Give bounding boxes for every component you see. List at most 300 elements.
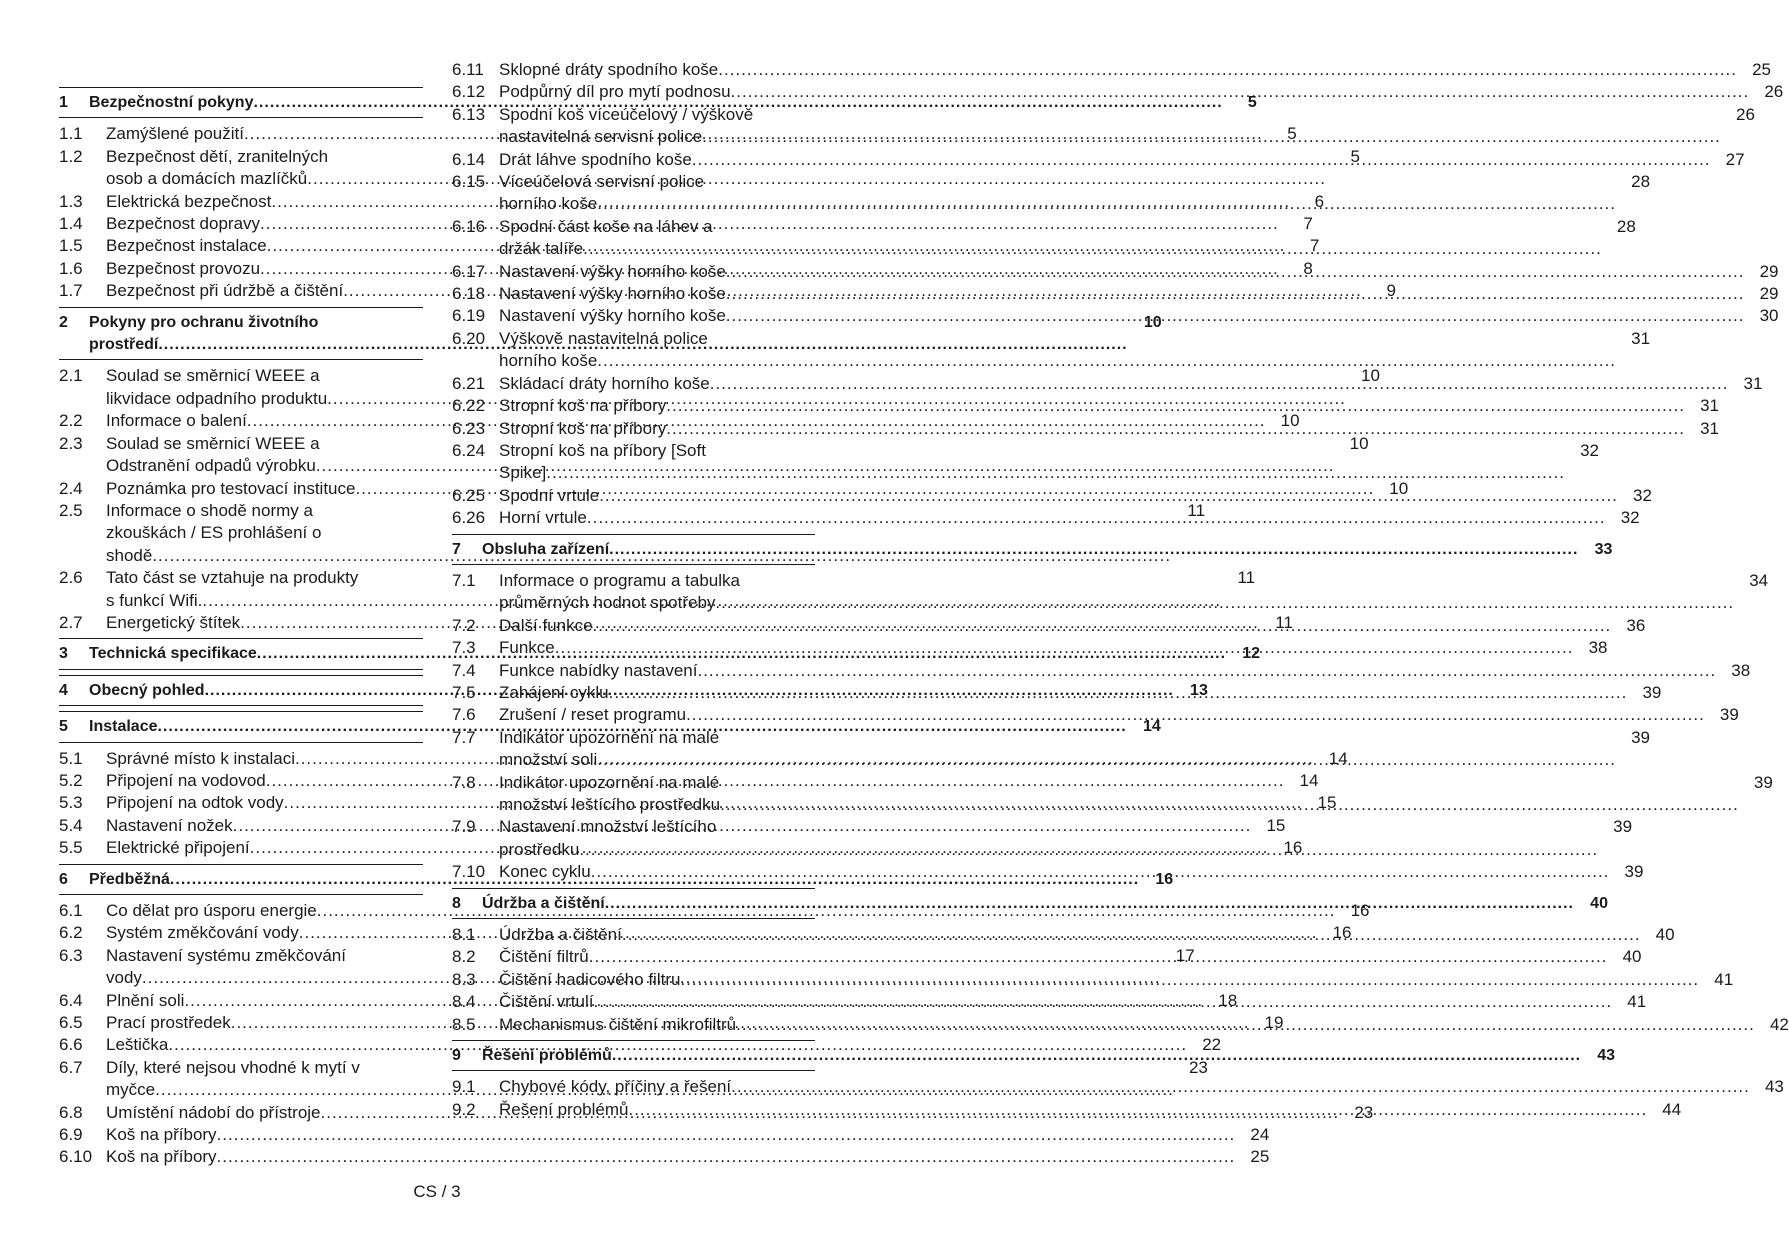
toc-title-line: Spodní část koše na láhev a bbox=[499, 216, 713, 236]
toc-number: 7.3 bbox=[452, 638, 476, 658]
dot-leader bbox=[605, 893, 1574, 915]
toc-number: 1 bbox=[59, 94, 68, 111]
toc-number: 8.5 bbox=[452, 1014, 476, 1034]
toc-entry[interactable] bbox=[452, 283, 1779, 305]
dot-leader bbox=[546, 462, 1565, 484]
toc-title-line: Řešení problémů bbox=[499, 1099, 629, 1119]
dot-leader bbox=[697, 660, 1716, 682]
toc-title-line: Spodní koš víceúčelový / výškově bbox=[499, 104, 754, 124]
toc-number: 2.1 bbox=[59, 366, 83, 386]
toc-page-number: 40 bbox=[1655, 925, 1675, 945]
page-footer: CS / 3 bbox=[413, 1182, 461, 1201]
toc-page-number: 5 bbox=[1287, 124, 1297, 144]
toc-page-number: 39 bbox=[1613, 817, 1633, 837]
toc-title-line: Bezpečnost dětí, zranitelných bbox=[106, 146, 329, 166]
toc-title-line: nastavitelná servisní police bbox=[499, 127, 703, 147]
toc-number: 6.12 bbox=[452, 82, 486, 102]
toc-page-number: 28 bbox=[1631, 172, 1651, 192]
toc-number: 6.19 bbox=[452, 306, 486, 326]
toc-title-line: osob a domácích mazlíčků bbox=[106, 169, 308, 189]
toc-title-line: Nastavení nožek bbox=[106, 815, 233, 835]
toc-entry[interactable] bbox=[452, 969, 1734, 991]
toc-title-line: prostředku bbox=[499, 839, 580, 859]
toc-number: 7.1 bbox=[452, 570, 476, 590]
dot-leader bbox=[736, 1014, 1755, 1036]
toc-title-line: Zrušení / reset programu bbox=[499, 705, 687, 725]
toc-title bbox=[499, 660, 1720, 682]
toc-number: 6.25 bbox=[452, 485, 486, 505]
toc-title-line: Předběžná bbox=[89, 870, 170, 888]
toc-number: 7.5 bbox=[452, 682, 476, 702]
toc-page-number: 25 bbox=[1250, 1147, 1270, 1167]
toc-title-line: Mechanismus čištění mikrofiltrů bbox=[499, 1014, 737, 1034]
toc-page-number: 12 bbox=[1242, 645, 1261, 663]
toc-title-line: horního koše bbox=[499, 194, 598, 214]
toc-title bbox=[499, 924, 1645, 946]
toc-page-number: 42 bbox=[1769, 1014, 1789, 1034]
toc-entry[interactable] bbox=[452, 660, 1751, 682]
dot-leader bbox=[686, 704, 1705, 726]
toc-title bbox=[499, 305, 1749, 327]
toc-title-line: Výškově nastavitelná police bbox=[499, 328, 708, 348]
toc-number: 8.1 bbox=[452, 925, 476, 945]
toc-title-line: Čištění vrtulí bbox=[499, 992, 594, 1012]
toc-title bbox=[499, 682, 1631, 704]
toc-number: 9.1 bbox=[452, 1077, 476, 1097]
toc-number: 2.3 bbox=[59, 433, 83, 453]
toc-title-line: Drát láhve spodního koše bbox=[499, 149, 692, 169]
toc-page-number: 15 bbox=[1266, 815, 1286, 835]
dot-leader bbox=[612, 1045, 1581, 1067]
toc-title bbox=[499, 946, 1611, 968]
toc-title-line: Obsluha zařízení bbox=[482, 540, 610, 558]
toc-title bbox=[106, 1124, 1239, 1146]
toc-page-number: 24 bbox=[1250, 1125, 1270, 1145]
toc-number: 5.5 bbox=[59, 838, 83, 858]
toc-page-number: 26 bbox=[1735, 104, 1755, 124]
toc-page-number: 10 bbox=[1349, 433, 1369, 453]
toc-title-line: Zahájení cyklu bbox=[499, 682, 609, 702]
toc-page-number: 23 bbox=[1354, 1102, 1374, 1122]
toc-page-number: 40 bbox=[1622, 947, 1642, 967]
toc-title-line: Systém změkčování vody bbox=[106, 923, 299, 943]
toc-title-line: Další funkce bbox=[499, 615, 593, 635]
toc-number: 6.14 bbox=[452, 149, 486, 169]
toc-title-line: Nastavení výšky horního koše bbox=[499, 284, 726, 304]
dot-leader bbox=[692, 149, 1711, 171]
toc-title bbox=[499, 216, 1606, 261]
toc-title-line: Technická specifikace bbox=[89, 645, 257, 663]
toc-number: 6.5 bbox=[59, 1013, 83, 1033]
dot-leader bbox=[599, 485, 1618, 507]
dot-leader bbox=[726, 305, 1745, 327]
toc-number: 6.26 bbox=[452, 508, 486, 528]
toc-title-line: Indikátor upozornění na malé bbox=[499, 772, 720, 792]
toc-page-number: 39 bbox=[1642, 682, 1662, 702]
dot-leader bbox=[609, 539, 1578, 561]
toc-number: 7 bbox=[452, 540, 461, 558]
toc-title bbox=[499, 507, 1610, 529]
dot-leader bbox=[579, 839, 1598, 861]
toc-number: 6.16 bbox=[452, 216, 486, 236]
toc-page-number: 7 bbox=[1303, 214, 1313, 234]
toc-title-line: Koš na příbory bbox=[106, 1125, 217, 1145]
toc-number: 6.21 bbox=[452, 373, 486, 393]
toc-page-number: 11 bbox=[1237, 568, 1256, 588]
toc-number: 6.6 bbox=[59, 1035, 83, 1055]
toc-page-number: 5 bbox=[1350, 146, 1360, 166]
toc-entry[interactable] bbox=[452, 704, 1739, 726]
toc-number: 7.2 bbox=[452, 615, 476, 635]
toc-page-number: 38 bbox=[1588, 638, 1608, 658]
toc-title-line: Funkce nabídky nastavení bbox=[499, 660, 698, 680]
toc-title-line: prostředí bbox=[89, 336, 159, 354]
toc-number: 7.4 bbox=[452, 660, 476, 680]
toc-title-line: Energetický štítek bbox=[106, 612, 241, 632]
toc-title-line: Víceúčelová servisní police bbox=[499, 172, 705, 192]
toc-page-number: 16 bbox=[1332, 923, 1352, 943]
toc-page-number: 31 bbox=[1631, 328, 1651, 348]
toc-title-line: Horní vrtule bbox=[499, 508, 587, 528]
dot-leader bbox=[666, 395, 1685, 417]
dot-leader bbox=[555, 637, 1574, 659]
toc-number: 1.2 bbox=[59, 146, 83, 166]
toc-page-number: 41 bbox=[1714, 969, 1734, 989]
toc-title-line: s funkcí Wifi. bbox=[106, 590, 203, 610]
dot-leader bbox=[628, 1099, 1647, 1121]
dot-leader bbox=[597, 350, 1616, 372]
toc-title bbox=[499, 969, 1703, 991]
toc-title-line: Údržba a čištění bbox=[482, 894, 605, 912]
toc-title-line: Funkce bbox=[499, 638, 555, 658]
dot-leader bbox=[731, 81, 1750, 103]
dot-leader bbox=[710, 373, 1729, 395]
toc-title bbox=[499, 171, 1620, 216]
toc-title-line: Údržba a čištění bbox=[499, 925, 622, 945]
toc-number: 1.4 bbox=[59, 214, 83, 234]
toc-number: 6.4 bbox=[59, 990, 83, 1010]
toc-number: 2.4 bbox=[59, 478, 83, 498]
toc-title bbox=[499, 1014, 1759, 1036]
toc-entry[interactable] bbox=[452, 59, 1771, 81]
toc-number: 1.6 bbox=[59, 258, 83, 278]
dot-leader bbox=[593, 991, 1612, 1013]
toc-entry[interactable] bbox=[452, 149, 1745, 171]
toc-entry[interactable] bbox=[452, 395, 1719, 417]
toc-title-line: Soulad se směrnicí WEEE a bbox=[106, 366, 320, 386]
toc-page-number: 31 bbox=[1700, 396, 1719, 416]
toc-title bbox=[499, 991, 1616, 1013]
toc-page-number: 28 bbox=[1616, 216, 1636, 236]
toc-title-line: Podpůrný díl pro mytí podnosu bbox=[499, 82, 731, 102]
toc-number: 4 bbox=[59, 681, 68, 699]
toc-title-line: Elektrické připojení bbox=[106, 838, 250, 858]
toc-number: 1.7 bbox=[59, 281, 83, 301]
toc-title bbox=[499, 1076, 1754, 1098]
toc-number: 5 bbox=[59, 718, 68, 736]
toc-page-number: 29 bbox=[1759, 284, 1779, 304]
toc-page-number: 9 bbox=[1386, 281, 1396, 301]
toc-page-number: 32 bbox=[1580, 440, 1599, 460]
toc-title bbox=[482, 893, 1578, 915]
toc-title-line: Čištění filtrů bbox=[499, 947, 589, 967]
toc-title-line: Elektrická bezpečnost bbox=[106, 191, 272, 211]
toc-number: 6 bbox=[59, 870, 68, 888]
toc-title-line: Stropní koš na příbory bbox=[499, 396, 667, 416]
toc-entry[interactable] bbox=[452, 104, 1755, 149]
toc-number: 2.5 bbox=[59, 500, 83, 520]
toc-title-line: Chybové kódy, příčiny a řešení bbox=[499, 1077, 732, 1097]
toc-number: 6.8 bbox=[59, 1102, 83, 1122]
toc-page-number: 14 bbox=[1142, 718, 1161, 736]
toc-page-number: 16 bbox=[1350, 901, 1370, 920]
toc-page-number: 10 bbox=[1389, 478, 1409, 498]
toc-number: 6.22 bbox=[452, 396, 486, 416]
toc-title-line: Pokyny pro ochranu životního bbox=[89, 313, 319, 331]
dot-leader bbox=[587, 507, 1606, 529]
toc-title-line: Co dělat pro úsporu energie bbox=[106, 901, 317, 920]
toc-page-number: 16 bbox=[1155, 870, 1174, 888]
toc-number: 6.15 bbox=[452, 172, 486, 192]
toc-number: 3 bbox=[59, 645, 68, 663]
dot-leader bbox=[726, 283, 1745, 305]
toc-title-line: Leštička bbox=[106, 1035, 169, 1055]
toc-title bbox=[499, 615, 1615, 637]
toc-entry[interactable] bbox=[59, 1124, 1270, 1146]
toc-title-line: Informace o balení bbox=[106, 411, 247, 431]
toc-number: 2.6 bbox=[59, 568, 83, 588]
toc-number: 2.7 bbox=[59, 612, 83, 632]
toc-number: 6.11 bbox=[452, 60, 484, 79]
toc-page-number: 22 bbox=[1202, 1035, 1222, 1055]
toc-number: 6.23 bbox=[452, 418, 486, 438]
toc-number: 7.8 bbox=[452, 772, 476, 792]
toc-title-line: Poznámka pro testovací instituce bbox=[106, 478, 356, 498]
toc-page-number: 29 bbox=[1759, 261, 1779, 281]
toc-number: 6.2 bbox=[59, 923, 83, 943]
toc-title-line: Umístění nádobí do přístroje bbox=[106, 1102, 321, 1122]
toc-title bbox=[499, 261, 1749, 283]
toc-number: 8.2 bbox=[452, 947, 476, 967]
toc-title bbox=[499, 727, 1620, 772]
toc-title bbox=[499, 570, 1738, 615]
toc-page-number: 18 bbox=[1218, 990, 1238, 1010]
toc-title-line: shodě bbox=[106, 545, 153, 565]
toc-title-line: myčce bbox=[106, 1080, 156, 1100]
toc-title-line: Správné místo k instalaci bbox=[106, 748, 295, 768]
toc-number: 8.4 bbox=[452, 992, 476, 1012]
dot-leader bbox=[680, 969, 1699, 991]
toc-title-line: Odstranění odpadů výrobku bbox=[106, 456, 316, 476]
toc-page-number: 36 bbox=[1626, 615, 1646, 635]
toc-entry[interactable] bbox=[452, 171, 1651, 216]
toc-entry[interactable] bbox=[452, 216, 1636, 261]
toc-number: 5.3 bbox=[59, 793, 83, 813]
toc-number: 8 bbox=[452, 894, 461, 912]
toc-page-number: 31 bbox=[1743, 373, 1763, 393]
toc-title bbox=[482, 539, 1582, 561]
toc-title-line: Konec cyklu bbox=[499, 862, 591, 882]
toc-page-number: 6 bbox=[1314, 191, 1325, 211]
toc-page-number: 10 bbox=[1280, 411, 1300, 431]
toc-page-number: 15 bbox=[1317, 793, 1337, 813]
toc-number: 7.9 bbox=[452, 817, 476, 837]
toc-number: 6.18 bbox=[452, 284, 486, 304]
toc-page-number: 38 bbox=[1731, 660, 1751, 680]
toc-number: 5.1 bbox=[59, 748, 83, 768]
toc-page-number: 32 bbox=[1620, 508, 1640, 528]
toc-title bbox=[499, 772, 1743, 817]
dot-leader bbox=[715, 592, 1734, 614]
toc-page-number: 7 bbox=[1309, 236, 1320, 256]
toc-number: 1.1 bbox=[59, 124, 83, 144]
toc-title-line: Bezpečnost provozu bbox=[106, 258, 261, 278]
toc-title-line: Spike] bbox=[499, 463, 547, 483]
toc-page-number: 10 bbox=[1360, 366, 1380, 386]
toc-number: 9.2 bbox=[452, 1099, 476, 1119]
toc-page-number: 13 bbox=[1190, 681, 1208, 699]
toc-title-line: Prací prostředek bbox=[106, 1013, 231, 1033]
toc-page-number: 44 bbox=[1662, 1099, 1682, 1119]
toc-page-number: 25 bbox=[1752, 60, 1771, 79]
toc-number: 6.1 bbox=[59, 901, 83, 920]
toc-title-line: Bezpečnost dopravy bbox=[106, 214, 261, 234]
dot-leader bbox=[589, 946, 1608, 968]
toc-title-line: Nastavení výšky horního koše bbox=[499, 306, 726, 326]
toc-title-line: Díly, které nejsou vhodné k mytí v bbox=[106, 1057, 360, 1077]
toc-page-number: 14 bbox=[1299, 770, 1319, 790]
toc-page-number: 30 bbox=[1759, 306, 1779, 326]
toc-title bbox=[499, 59, 1741, 81]
toc-page-number: 8 bbox=[1303, 258, 1313, 278]
dot-leader bbox=[731, 1076, 1750, 1098]
toc-number: 8.3 bbox=[452, 969, 476, 989]
toc-page-number: 39 bbox=[1719, 705, 1739, 725]
toc-page-number: 39 bbox=[1753, 772, 1773, 792]
toc-title-line: Stropní koš na příbory [Soft bbox=[499, 440, 706, 460]
toc-title-line: Instalace bbox=[89, 718, 158, 736]
dot-leader bbox=[720, 794, 1739, 816]
toc-page-number: 34 bbox=[1749, 570, 1769, 590]
toc-title-line: Informace o programu a tabulka bbox=[499, 570, 740, 590]
toc-title-line: Obecný pohled bbox=[89, 681, 205, 699]
dot-leader bbox=[591, 861, 1610, 883]
toc-page-number: 39 bbox=[1624, 862, 1644, 882]
toc-title-line: Tato část se vztahuje na produkty bbox=[106, 568, 359, 588]
toc-entry[interactable] bbox=[59, 1146, 1270, 1168]
toc-page-number: 26 bbox=[1764, 82, 1784, 102]
toc-page-number: 43 bbox=[1597, 1047, 1616, 1065]
toc-title bbox=[499, 328, 1620, 373]
dot-leader bbox=[718, 59, 1737, 81]
toc-title-line: Nastavení výšky horního koše bbox=[499, 261, 726, 281]
toc-page-number: 32 bbox=[1633, 485, 1652, 505]
toc-number: 6.3 bbox=[59, 945, 83, 965]
toc-title-line: držák talíře bbox=[499, 239, 584, 259]
toc-column-right bbox=[452, 59, 1789, 1121]
toc-title-line: Bezpečnostní pokyny bbox=[89, 94, 254, 111]
toc-number: 6.9 bbox=[59, 1125, 83, 1145]
toc-page-number: 11 bbox=[1275, 612, 1293, 632]
toc-number: 6.24 bbox=[452, 440, 486, 460]
dot-leader bbox=[597, 749, 1616, 771]
toc-page-number: 41 bbox=[1627, 992, 1647, 1012]
toc-number: 7.7 bbox=[452, 727, 476, 747]
dot-leader bbox=[666, 418, 1685, 440]
toc-number: 1.3 bbox=[59, 191, 83, 211]
toc-page-number: 27 bbox=[1725, 149, 1745, 169]
toc-number: 5.2 bbox=[59, 770, 83, 790]
toc-title bbox=[499, 373, 1732, 395]
toc-number: 2 bbox=[59, 313, 68, 331]
toc-title-line: Nastavení systému změkčování bbox=[106, 945, 346, 965]
toc-number: 5.4 bbox=[59, 815, 83, 835]
toc-title bbox=[499, 704, 1709, 726]
toc-title-line: Zamýšlené použití bbox=[106, 124, 244, 144]
toc-title-line: Nastavení množství leštícího bbox=[499, 817, 717, 837]
toc-page-number: 11 bbox=[1187, 500, 1206, 520]
toc-title bbox=[499, 149, 1715, 171]
toc-entry[interactable] bbox=[452, 261, 1779, 283]
toc-title bbox=[106, 1146, 1239, 1168]
toc-page-number: 19 bbox=[1264, 1013, 1284, 1033]
toc-page-number: 5 bbox=[1247, 94, 1257, 111]
toc-title-line: Indikátor upozornění na malé bbox=[499, 727, 720, 747]
toc-title-line: průměrných hodnot spotřeby bbox=[499, 593, 716, 613]
toc-number: 1.5 bbox=[59, 236, 83, 256]
toc-title bbox=[499, 418, 1689, 440]
toc-title-line: Připojení na vodovod bbox=[106, 770, 266, 790]
toc-title bbox=[499, 81, 1753, 103]
toc-page-number: 23 bbox=[1188, 1057, 1208, 1077]
toc-title-line: Připojení na odtok vody bbox=[106, 793, 284, 813]
toc-number: 7.6 bbox=[452, 705, 476, 725]
toc-section[interactable] bbox=[452, 534, 1613, 565]
toc-title bbox=[499, 395, 1689, 417]
toc-number: 6.10 bbox=[59, 1147, 93, 1167]
dot-leader bbox=[583, 238, 1602, 260]
toc-title bbox=[499, 104, 1725, 149]
dot-leader bbox=[622, 924, 1641, 946]
toc-title-line: Sklopné dráty spodního koše bbox=[499, 60, 719, 79]
toc-page-number: 40 bbox=[1590, 894, 1608, 912]
dot-leader bbox=[593, 615, 1612, 637]
dot-leader bbox=[726, 261, 1745, 283]
toc-page-number: 17 bbox=[1175, 945, 1195, 965]
toc-page-number: 16 bbox=[1283, 838, 1303, 858]
dot-leader bbox=[217, 1146, 1236, 1168]
toc-page-number: 43 bbox=[1764, 1077, 1784, 1097]
toc-title bbox=[499, 1099, 1651, 1121]
toc-title bbox=[499, 283, 1749, 305]
toc-number: 6.17 bbox=[452, 261, 486, 281]
toc-title-line: Soulad se směrnicí WEEE a bbox=[106, 433, 320, 453]
toc-page-number: 10 bbox=[1143, 313, 1162, 331]
toc-title bbox=[482, 1045, 1585, 1067]
toc-title-line: Čištění hadicového filtru bbox=[499, 969, 681, 989]
toc-title-line: Informace o shodě normy a bbox=[106, 500, 313, 520]
dot-leader bbox=[702, 126, 1721, 148]
toc-entry[interactable] bbox=[452, 328, 1651, 373]
toc-title bbox=[499, 816, 1602, 861]
toc-entry[interactable] bbox=[452, 1076, 1784, 1098]
toc-page-number: 31 bbox=[1700, 418, 1719, 438]
toc-number: 6.20 bbox=[452, 328, 486, 348]
toc-number: 6.7 bbox=[59, 1057, 83, 1077]
toc-title-line: Řešení problémů bbox=[482, 1047, 612, 1065]
toc-entry[interactable] bbox=[452, 81, 1784, 103]
toc-title-line: Stropní koš na příbory bbox=[499, 418, 667, 438]
